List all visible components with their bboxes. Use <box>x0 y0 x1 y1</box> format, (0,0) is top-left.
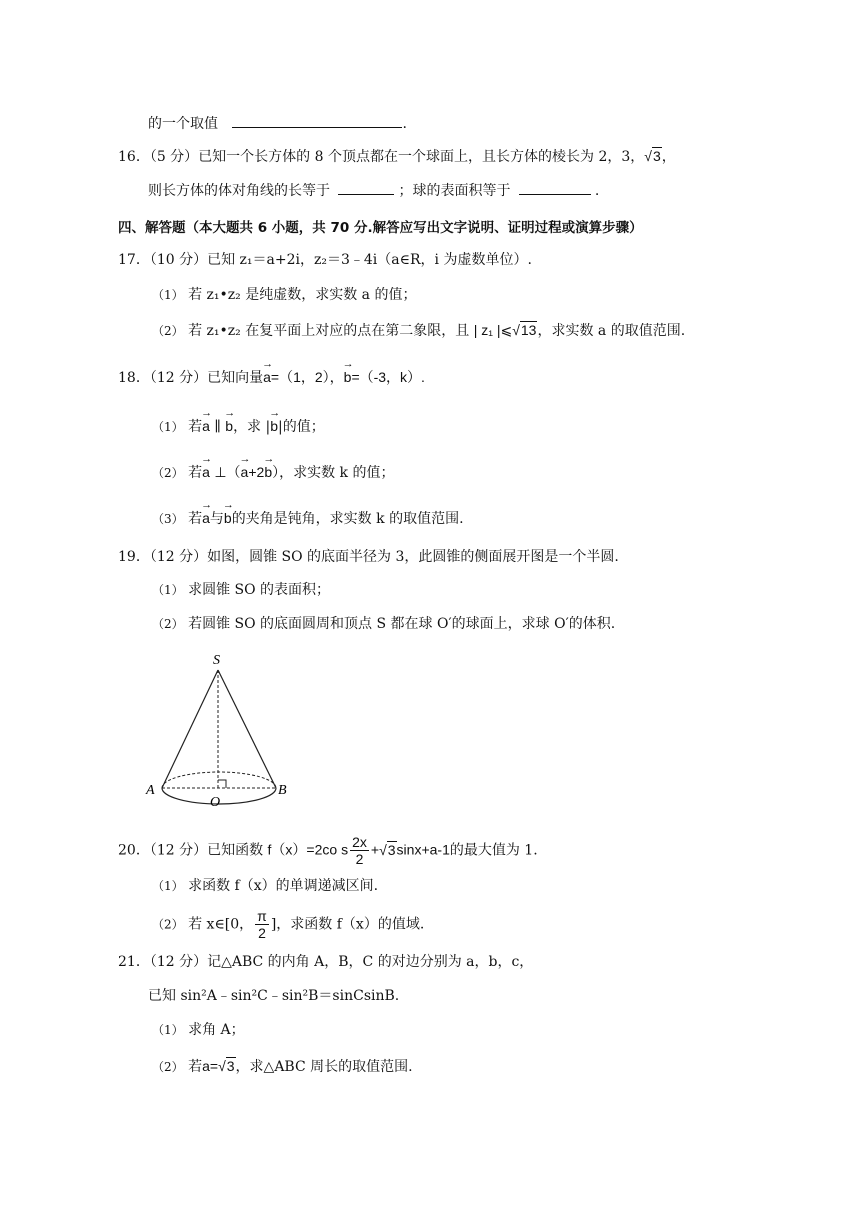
answer-blank-diagonal[interactable] <box>338 180 394 195</box>
question-17-part2: （2） 若 z₁•z₂ 在复平面上对应的点在第二象限，且 | z₁ |⩽√13，求实数 a 的取值范围. <box>152 322 686 339</box>
label-B: B <box>278 783 287 798</box>
prev-question-tail: 的一个取值 . <box>148 113 407 134</box>
question-18-part3: （3） 若→ a与→ b的夹角是钝角，求实数 k 的取值范围. <box>152 508 464 529</box>
answer-blank-surface[interactable] <box>519 180 591 195</box>
question-19-part2: （2） 若圆锥 SO 的底面圆周和顶点 S 都在球 O′的球面上，求球 O′的体积. <box>152 616 616 632</box>
question-18-part2: （2） 若→ a ⊥（→ a+2→ b），求实数 k 的值； <box>152 462 395 483</box>
question-19-part1: （1） 求圆锥 SO 的表面积； <box>152 582 331 598</box>
question-21-part2: （2） 若a=√3，求△ABC 周长的取值范围. <box>152 1058 413 1075</box>
question-18-part1: （1） 若→ a ∥ → b，求 |→ b|的值； <box>152 416 325 437</box>
fraction-2x-over-2: $\frac{2x}{2}$ <box>352 834 367 867</box>
sqrt-3: √3 <box>379 841 396 858</box>
question-21-line2: 已知 sin²A﹣sin²C﹣sin²B＝sinCsinB. <box>148 988 400 1004</box>
question-21-part1: （1） 求角 A； <box>152 1022 245 1038</box>
question-16-line2: 则长方体的体对角线的长等于 ；球的表面积等于 . <box>148 180 599 201</box>
sqrt-13: √13 <box>512 322 537 338</box>
label-O: O <box>210 795 221 808</box>
question-21: 21．（12 分）记△ABC 的内角 A，B，C 的对边分别为 a，b，c， <box>118 954 534 970</box>
answer-blank[interactable] <box>232 113 402 128</box>
question-20-part2: （2） 若 x∈[0， $\frac{\pi}{2}$ ]，求函数 f（x）的值域. <box>152 908 425 941</box>
question-17: 17．（10 分）已知 z₁＝a+2i，z₂＝3﹣4i（a∈R，i 为虚数单位）. <box>118 252 532 268</box>
question-18: 18．（12 分）已知向量→ a=（1，2），→ b=（-3，k）. <box>118 367 425 388</box>
label-A: A <box>146 783 155 798</box>
cone-figure <box>140 648 300 808</box>
question-20-part1: （1） 求函数 f（x）的单调递减区间. <box>152 878 379 894</box>
sqrt-3: √3 <box>644 148 661 164</box>
sqrt-3: √3 <box>218 1058 235 1074</box>
cone-edge-right <box>218 670 276 788</box>
question-20: 20．（12 分）已知函数 f（x）=2co s $\frac{2x}{2}$ +√3sinx+a-1的最大值为 1. <box>118 834 538 867</box>
section-heading: 四、解答题（本大题共 6 小题，共 70 分.解答应写出文字说明、证明过程或演算步骤） <box>118 220 643 236</box>
question-17-part1: （1） 若 z₁•z₂ 是纯虚数，求实数 a 的值； <box>152 287 417 303</box>
cone-edge-left <box>162 670 218 788</box>
question-16: 16．（5 分）已知一个长方体的 8 个顶点都在一个球面上，且长方体的棱长为 2，3，√3， <box>118 148 676 165</box>
right-angle-mark <box>218 780 226 788</box>
question-19: 19．（12 分）如图，圆锥 SO 的底面半径为 3，此圆锥的侧面展开图是一个半圆. <box>118 549 619 565</box>
fraction-pi-over-2: $\frac{\pi}{2}$ <box>257 908 267 941</box>
label-S: S <box>213 653 220 668</box>
